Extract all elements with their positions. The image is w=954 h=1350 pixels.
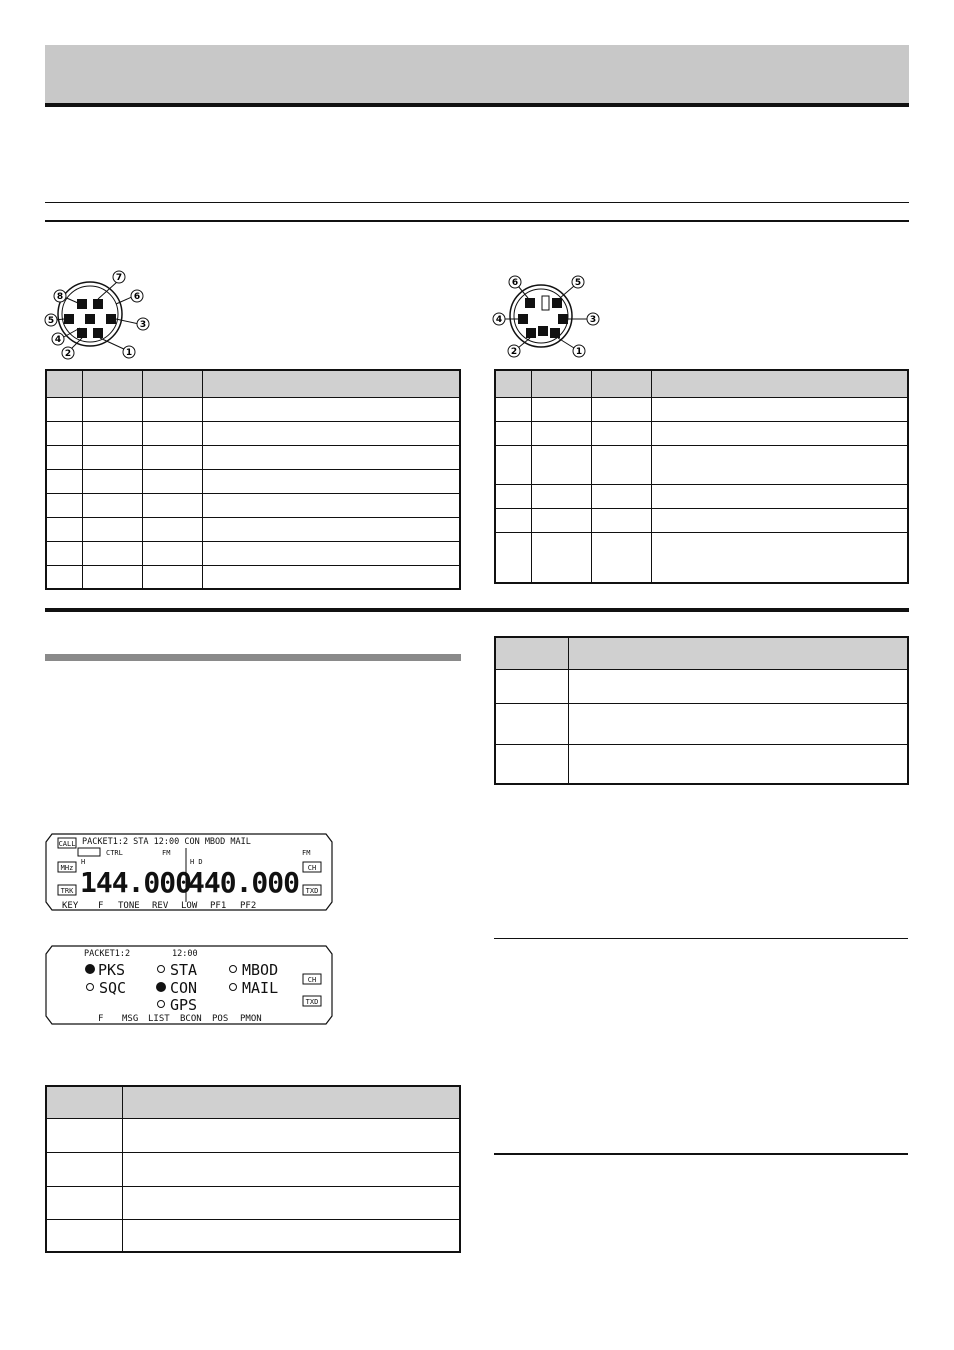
lcd-badge-mhz: MHz: [60, 864, 74, 872]
divider-rule: [494, 1153, 908, 1155]
table-row: [46, 517, 460, 541]
table-row: [495, 532, 908, 583]
table-row: [46, 565, 460, 589]
lcd-badge-trk: TRK: [60, 887, 74, 895]
lcd-softkey: F: [98, 901, 104, 911]
table-row: [495, 669, 908, 703]
description-table-left: [45, 1085, 461, 1253]
lcd-softkey: MSG: [122, 1014, 139, 1024]
lcd-right-mode: FM: [302, 849, 311, 857]
lcd-item-sta: STA: [170, 961, 198, 979]
lcd-badge-txd: TXD: [305, 998, 319, 1006]
pin-label-4: 4: [54, 335, 62, 345]
table-row: [46, 397, 460, 421]
lcd-badge-ch: CH: [307, 864, 317, 872]
lcd-item-pks: PKS: [98, 961, 126, 979]
section-divider-thick: [45, 608, 909, 612]
pin-label-3: 3: [589, 315, 597, 325]
pin-table-8pin: [45, 369, 461, 590]
lcd-item-sqc: SQC: [99, 979, 127, 997]
lcd-softkey: BCON: [180, 1014, 202, 1024]
table-row: [46, 1152, 460, 1186]
lcd-packet-display: [44, 944, 334, 1026]
lcd-left-power: H: [81, 858, 86, 866]
divider-rule: [494, 938, 908, 939]
lcd-item-con: CON: [170, 979, 198, 997]
pin-label-5: 5: [574, 278, 582, 288]
lcd-softkey: POS: [212, 1014, 229, 1024]
table-row: [495, 445, 908, 484]
table-row: [495, 397, 908, 421]
pin-label-8: 8: [56, 292, 64, 302]
pin-label-4: 4: [495, 315, 503, 325]
lcd-left-mode: FM: [162, 849, 171, 857]
lcd-item-mail: MAIL: [242, 979, 279, 997]
lcd-softkey: LOW: [181, 901, 198, 911]
lcd-left-frequency: 144.000: [80, 866, 192, 899]
pin-label-1: 1: [125, 348, 133, 358]
lcd-badge-call: CALL: [58, 840, 76, 848]
pin-label-2: 2: [64, 349, 72, 359]
lcd-softkey: TONE: [118, 901, 140, 911]
table-row: [495, 744, 908, 784]
subsection-bar: [45, 654, 461, 661]
lcd-packet-label: PACKET1:2: [84, 949, 131, 959]
table-row: [495, 421, 908, 445]
table-row: [495, 703, 908, 744]
pin-label-2: 2: [510, 347, 518, 357]
lcd-ctrl-label: CTRL: [106, 849, 123, 857]
lcd-status-line: PACKET1:2 STA 12:00 CON MBOD MAIL: [82, 837, 251, 847]
lcd-badge-ch: CH: [307, 976, 317, 984]
table-row: [46, 469, 460, 493]
connector-8pin-diagram: [40, 268, 165, 363]
table-row: [46, 493, 460, 517]
table-row: [495, 508, 908, 532]
connector-6pin-diagram: [488, 270, 613, 362]
lcd-packet-time: 12:00: [172, 949, 198, 959]
lcd-badge-txd: TXD: [305, 887, 319, 895]
lcd-softkey: KEY: [62, 901, 79, 911]
lcd-right-frequency: 440.000: [188, 866, 300, 899]
table-row: [46, 445, 460, 469]
lcd-softkey: PMON: [240, 1014, 262, 1024]
description-table-right: [494, 636, 909, 785]
lcd-softkey: F: [98, 1014, 104, 1024]
section-header-band: [45, 45, 909, 107]
table-row: [46, 541, 460, 565]
table-row: [495, 484, 908, 508]
lcd-softkey: PF2: [240, 901, 257, 911]
lcd-main-display: [44, 832, 334, 912]
table-row: [46, 421, 460, 445]
lcd-softkey: REV: [152, 901, 169, 911]
lcd-item-gps: GPS: [170, 996, 198, 1014]
lcd-right-power: H D: [190, 858, 203, 866]
pin-label-1: 1: [575, 347, 583, 357]
table-row: [46, 1118, 460, 1152]
lcd-item-mbod: MBOD: [242, 961, 279, 979]
pin-label-5: 5: [47, 316, 55, 326]
pin-table-6pin: [494, 369, 909, 584]
lcd-softkey: LIST: [148, 1014, 170, 1024]
pin-label-6: 6: [511, 278, 519, 288]
lcd-softkey: PF1: [210, 901, 227, 911]
divider-rule: [45, 202, 909, 203]
pin-label-7: 7: [115, 273, 123, 283]
pin-label-6: 6: [133, 292, 141, 302]
table-row: [46, 1219, 460, 1252]
table-row: [46, 1186, 460, 1219]
pin-label-3: 3: [139, 320, 147, 330]
divider-rule: [45, 220, 909, 222]
